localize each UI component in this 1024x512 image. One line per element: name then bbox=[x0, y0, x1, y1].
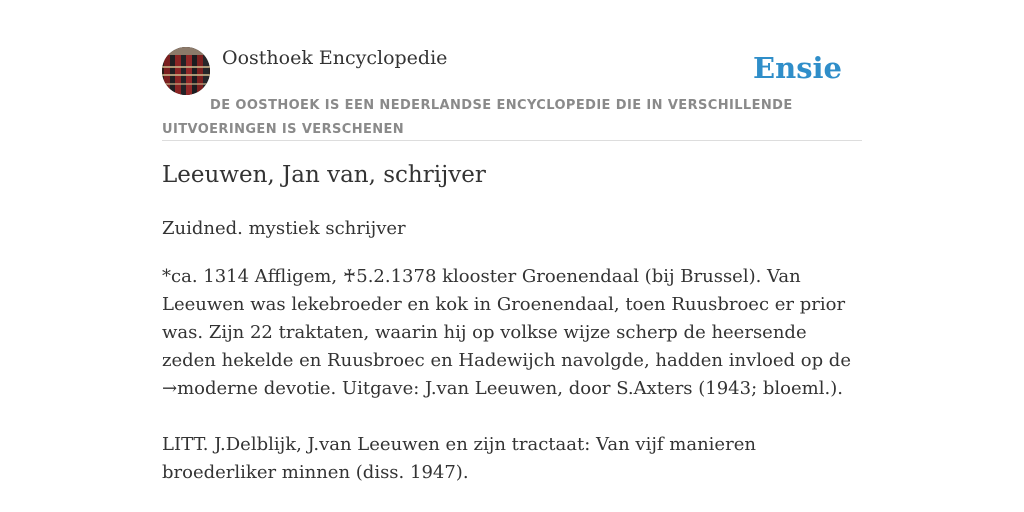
publication-tagline: DE OOSTHOEK IS EEN NEDERLANDSE ENCYCLOPEDIE DIE IN VERSCHILLENDE UITVOERINGEN IS VERSCHENEN bbox=[162, 98, 793, 137]
article-literature: LITT. J.Delblijk, J.van Leeuwen en zijn tractaat: Van vijf manieren broederliker minnen (diss. 1947). bbox=[162, 434, 756, 483]
article-title: Leeuwen, Jan van, schrijver bbox=[162, 162, 486, 188]
article-subtitle: Zuidned. mystiek schrijver bbox=[162, 218, 406, 239]
article-body bbox=[162, 263, 862, 487]
publication-avatar[interactable] bbox=[162, 47, 210, 95]
publication-name[interactable]: Oosthoek Encyclopedie bbox=[222, 47, 448, 69]
paragraph-gap bbox=[162, 403, 862, 431]
article-paragraph: *ca. 1314 Affligem, ♰5.2.1378 klooster Groenendaal (bij Brussel). Van Leeuwen was lekebroeder en kok in Groenendaal, toen Ruusbroec er prior was. Zijn 22 traktaten, waarin hij op volkse wijze scherp de heersende zeden hekelde en Ruusbroec en Hadewijch navolgde, hadden invloed op de →moderne devotie. Uitgave: J.van Leeuwen, door S.Axters (1943; bloeml.). bbox=[162, 266, 851, 399]
book-spines-icon bbox=[162, 47, 210, 95]
site-header bbox=[162, 46, 862, 141]
site-logo[interactable]: Ensie bbox=[753, 51, 842, 85]
